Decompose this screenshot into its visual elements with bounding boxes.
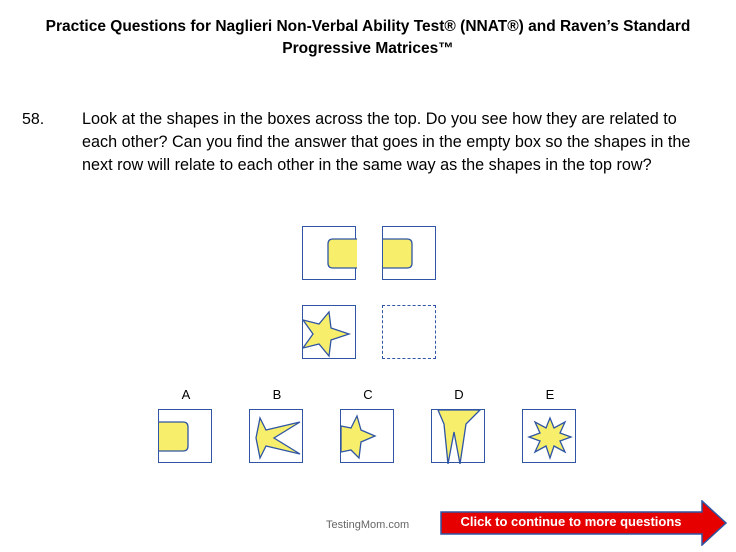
option-e[interactable] — [522, 409, 576, 463]
footer-brand: TestingMom.com — [326, 519, 410, 531]
rounded-rectangle-right-shape — [303, 227, 357, 281]
burst-arrow-right-small-shape — [341, 410, 395, 464]
option-d-label: D — [454, 387, 464, 402]
option-d[interactable] — [431, 409, 485, 463]
matrix-cell-top-right — [382, 226, 436, 280]
continue-button-label: Click to continue to more questions — [460, 514, 682, 529]
option-c-label: C — [363, 387, 373, 402]
question-text: Look at the shapes in the boxes across the top. Do you see how they are related to each other? Can you find the answer that goes in the empty box so the shapes in the next row will relate to each other in the same way as the shapes in the top row? — [82, 110, 691, 174]
rounded-rectangle-left-shape — [159, 410, 213, 464]
option-c[interactable] — [340, 409, 394, 463]
option-a-label: A — [181, 387, 191, 402]
page-title: Practice Questions for Naglieri Non-Verbal Ability Test® (NNAT®) and Raven’s Standard Progressive Matrices™ — [45, 18, 691, 57]
option-e-label: E — [545, 387, 555, 402]
rounded-rectangle-left-shape — [383, 227, 437, 281]
continue-button[interactable] — [440, 500, 728, 546]
option-a[interactable] — [158, 409, 212, 463]
burst-arrow-down-shape — [432, 410, 486, 464]
option-b-label: B — [272, 387, 282, 402]
burst-arrow-right-shape — [303, 306, 357, 360]
star-burst-shape — [523, 410, 577, 464]
option-b[interactable] — [249, 409, 303, 463]
matrix-cell-top-left — [302, 226, 356, 280]
burst-arrow-left-shape — [250, 410, 304, 464]
question-number: 58. — [22, 111, 45, 128]
matrix-cell-bottom-left — [302, 305, 356, 359]
empty-answer-box[interactable] — [382, 305, 436, 359]
